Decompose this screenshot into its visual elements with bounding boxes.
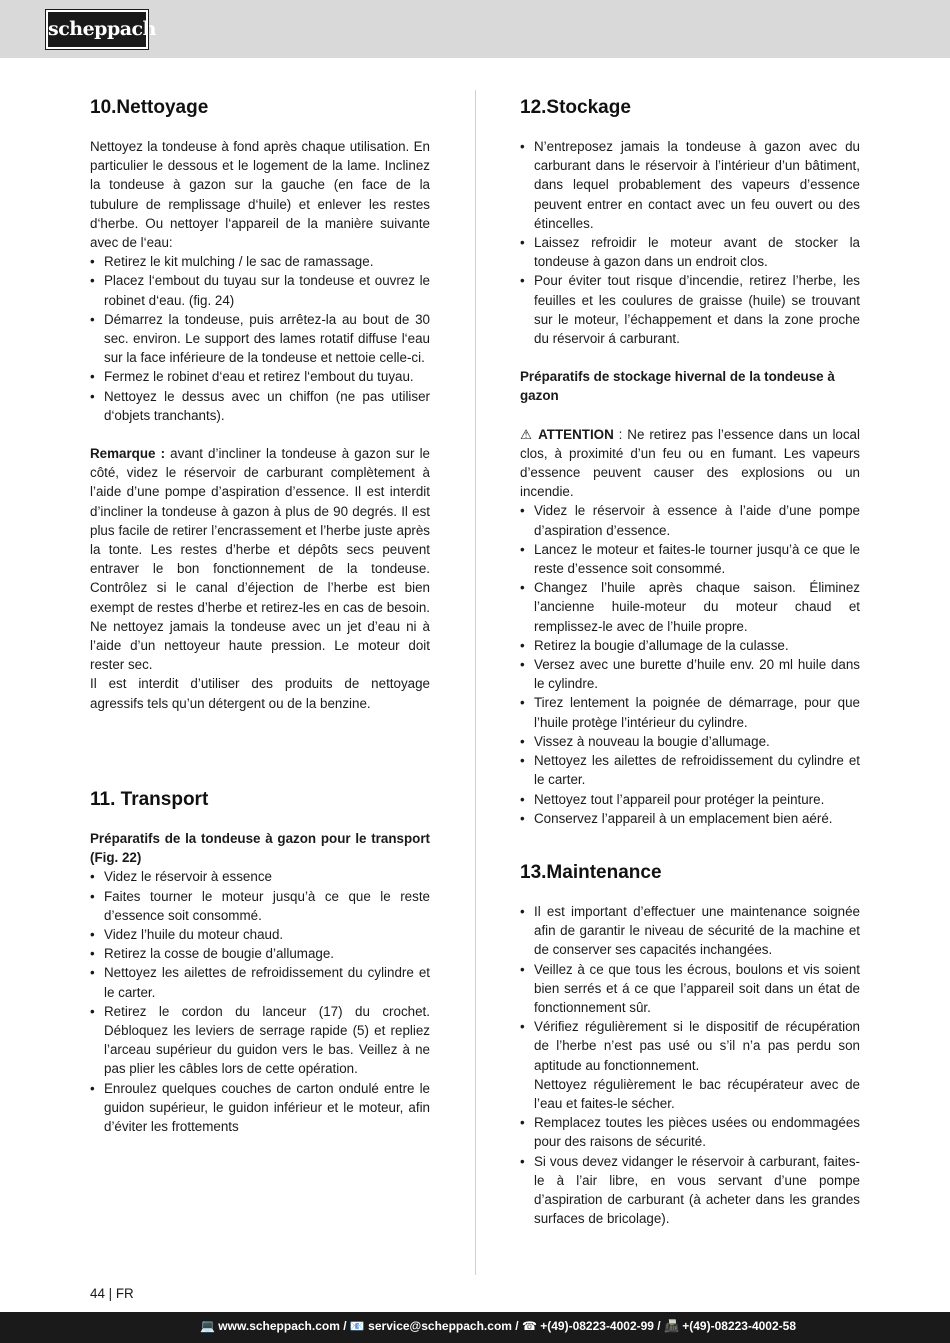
section-title-stockage: 12.Stockage: [520, 97, 631, 118]
list-item: • Retirez la cosse de bougie d’allumage.: [90, 944, 430, 963]
attention-text: : Ne retirez pas l’essence dans un local clos, à proximité d’un feu ou en fumant. Les vapeurs d’essence peuvent causer des explosions ou un incendie.: [520, 426, 860, 500]
list-item: • N’entreposez jamais la tondeuse à gazon avec du carburant dans le réservoir à l’intérieur d’un bâtiment, dans lequel probablement des vapeurs d’essence peuvent entrer en contact avec un feu ouvert ou des étincelles.: [520, 137, 860, 233]
list-item: • Pour éviter tout risque d’incendie, retirez l’herbe, les feuilles et les coulures de graisse (huile) se trouvant sur le moteur, l’échappement et dans la zone proche du réservoir á carburant.: [520, 271, 860, 348]
remark-text: avant d’incliner la tondeuse à gazon sur le côté, videz le réservoir de carburant complètement à l’aide d’une pompe d’aspiration d’essence. Il est interdit d’incliner la tondeuse à gazon à plus de 90 degrés. Il est plus facile de retirer l’encrassement et l’herbe juste après la tonte. Les restes d’herbe et dépôts secs peuvent entraver le bon fonctionnement de la tondeuse. Contrôlez si le canal d’éjection de l’herbe est bien exempt de restes d’herbe et retirez-les en cas de besoin. Ne nettoyez jamais la tondeuse avec un jet d’eau ni à l’aide d’un nettoyeur haute pression. Le moteur doit rester sec.: [90, 446, 430, 673]
nettoyage-intro: Nettoyez la tondeuse à fond après chaque utilisation. En particulier le dessous et le logement de la lame. Inclinez la tondeuse à gazon sur la gauche (en face de la tubulure de remplissage d‘huile) et enlever les restes d‘herbe. Ou nettoyer l‘appareil de la manière suivante avec de l‘eau:: [90, 139, 430, 251]
winter-list: [520, 501, 860, 827]
list-item: • Retirez le kit mulching / le sac de ramassage.: [90, 252, 430, 271]
list-item: • Si vous devez vidanger le réservoir à carburant, faites-le à l’air libre, en vous servant d’une pompe d’aspiration de carburant (à acheter dans les grandes surfaces de bricolage).: [520, 1152, 860, 1229]
list-item: • Faites tourner le moteur jusqu’à ce que le reste d’essence soit consommé.: [90, 887, 430, 925]
remark-label: Remarque :: [90, 446, 166, 462]
list-item: • Il est important d’effectuer une maintenance soignée afin de garantir le niveau de sécurité de la machine et de conserver ses capacités inchangées.: [520, 902, 860, 960]
header-bar: [0, 0, 950, 58]
list-item: • Remplacez toutes les pièces usées ou endommagées pour des raisons de sécurité.: [520, 1113, 860, 1151]
attention-label: ATTENTION: [538, 426, 614, 442]
list-item: • Videz l’huile du moteur chaud.: [90, 925, 430, 944]
stockage-list: [520, 137, 860, 348]
warning-icon: ⚠: [520, 426, 534, 442]
list-item: • Placez l‘embout du tuyau sur la tondeuse et ouvrez le robinet d‘eau. (fig. 24): [90, 271, 430, 309]
brand-logo: scheppach: [46, 10, 148, 49]
list-item: • Retirez la bougie d’allumage de la culasse.: [520, 636, 860, 655]
list-item: • Versez avec une burette d’huile env. 20 ml huile dans le cylindre.: [520, 655, 860, 693]
list-item: • Changez l’huile après chaque saison. Éliminez l’ancienne huile-moteur du moteur chaud et remplissez-le avec de l’huile propre.: [520, 578, 860, 636]
section-title-maintenance: 13.Maintenance: [520, 861, 662, 883]
transport-subtitle: Préparatifs de la tondeuse à gazon pour le transport (Fig. 22): [90, 830, 430, 866]
list-item: • Videz le réservoir à essence: [90, 867, 430, 886]
list-item: • Nettoyez le dessus avec un chiffon (ne pas utiliser d‘objets tranchants).: [90, 387, 430, 425]
remark-paragraph-2: Il est interdit d’utiliser des produits de nettoyage agressifs tels qu’un détergent ou de la benzine.: [90, 676, 430, 711]
list-item: • Conservez l’appareil à un emplacement bien aéré.: [520, 809, 860, 828]
left-column: [90, 95, 430, 1136]
winter-storage-title: Préparatifs de stockage hivernal de la tondeuse à gazon: [520, 369, 835, 404]
attention-paragraph: [520, 425, 860, 502]
list-item: • Nettoyez les ailettes de refroidissement du cylindre et le carter.: [520, 751, 860, 789]
list-item: • Démarrez la tondeuse, puis arrêtez-la au bout de 30 sec. environ. Le support des lames rotatif diffuse l‘eau sur la face inférieure de la tondeuse et nettoie celle-ci.: [90, 310, 430, 368]
list-item: • Vérifiez régulièrement si le dispositif de récupération de l’herbe n’est pas usé ou s’il n’a pas perdu son aptitude au fonctionnement. Nettoyez régulièrement le bac récupérateur avec de l’eau et faites-le sécher.: [520, 1017, 860, 1113]
list-item: • Fermez le robinet d‘eau et retirez l‘embout du tuyau.: [90, 367, 430, 386]
list-item: • Lancez le moteur et faites-le tourner jusqu’à ce que le reste d’essence soit consommé.: [520, 540, 860, 578]
list-item: • Vissez à nouveau la bougie d’allumage.: [520, 732, 860, 751]
list-item: • Retirez le cordon du lanceur (17) du crochet. Débloquez les leviers de serrage rapide (5) et repliez l’arceau supérieur du guidon vers le bas. Veillez à ne pas plier les câbles lors de cette opération.: [90, 1002, 430, 1079]
maintenance-list: [520, 902, 860, 1228]
list-item: • Enroulez quelques couches de carton ondulé entre le guidon supérieur, le guidon inférieur et le moteur, afin d’éviter les frottements: [90, 1079, 430, 1137]
nettoyage-list: [90, 252, 430, 425]
remark-paragraph: [90, 444, 430, 674]
section-title-nettoyage: 10.Nettoyage: [90, 97, 209, 118]
list-item: • Tirez lentement la poignée de démarrage, pour que l’huile protège l’intérieur du cylindre.: [520, 693, 860, 731]
list-item: • Laissez refroidir le moteur avant de stocker la tondeuse à gazon dans un endroit clos.: [520, 233, 860, 271]
right-column: [520, 95, 860, 1228]
column-divider: [475, 90, 476, 1275]
page-number: 44 | FR: [90, 1286, 134, 1301]
list-item: • Veillez à ce que tous les écrous, boulons et vis soient bien serrés et á ce que l’appareil soit dans un état de fonctionnement sûr.: [520, 960, 860, 1018]
list-item: • Nettoyez les ailettes de refroidissement du cylindre et le carter.: [90, 963, 430, 1001]
contact-bar: 💻 www.scheppach.com / 📧 service@scheppach.com / ☎ +(49)-08223-4002-99 / 📠 +(49)-08223-4002-58: [0, 1312, 950, 1343]
section-title-transport: 11. Transport: [90, 788, 209, 810]
transport-list: [90, 867, 430, 1136]
maintenance-extra: Nettoyez régulièrement le bac récupérateur avec de l’eau et faites-le sécher.: [534, 1076, 860, 1111]
list-item: • Videz le réservoir à essence à l’aide d’une pompe d’aspiration d’essence.: [520, 501, 860, 539]
list-item: • Nettoyez tout l’appareil pour protéger la peinture.: [520, 790, 860, 809]
